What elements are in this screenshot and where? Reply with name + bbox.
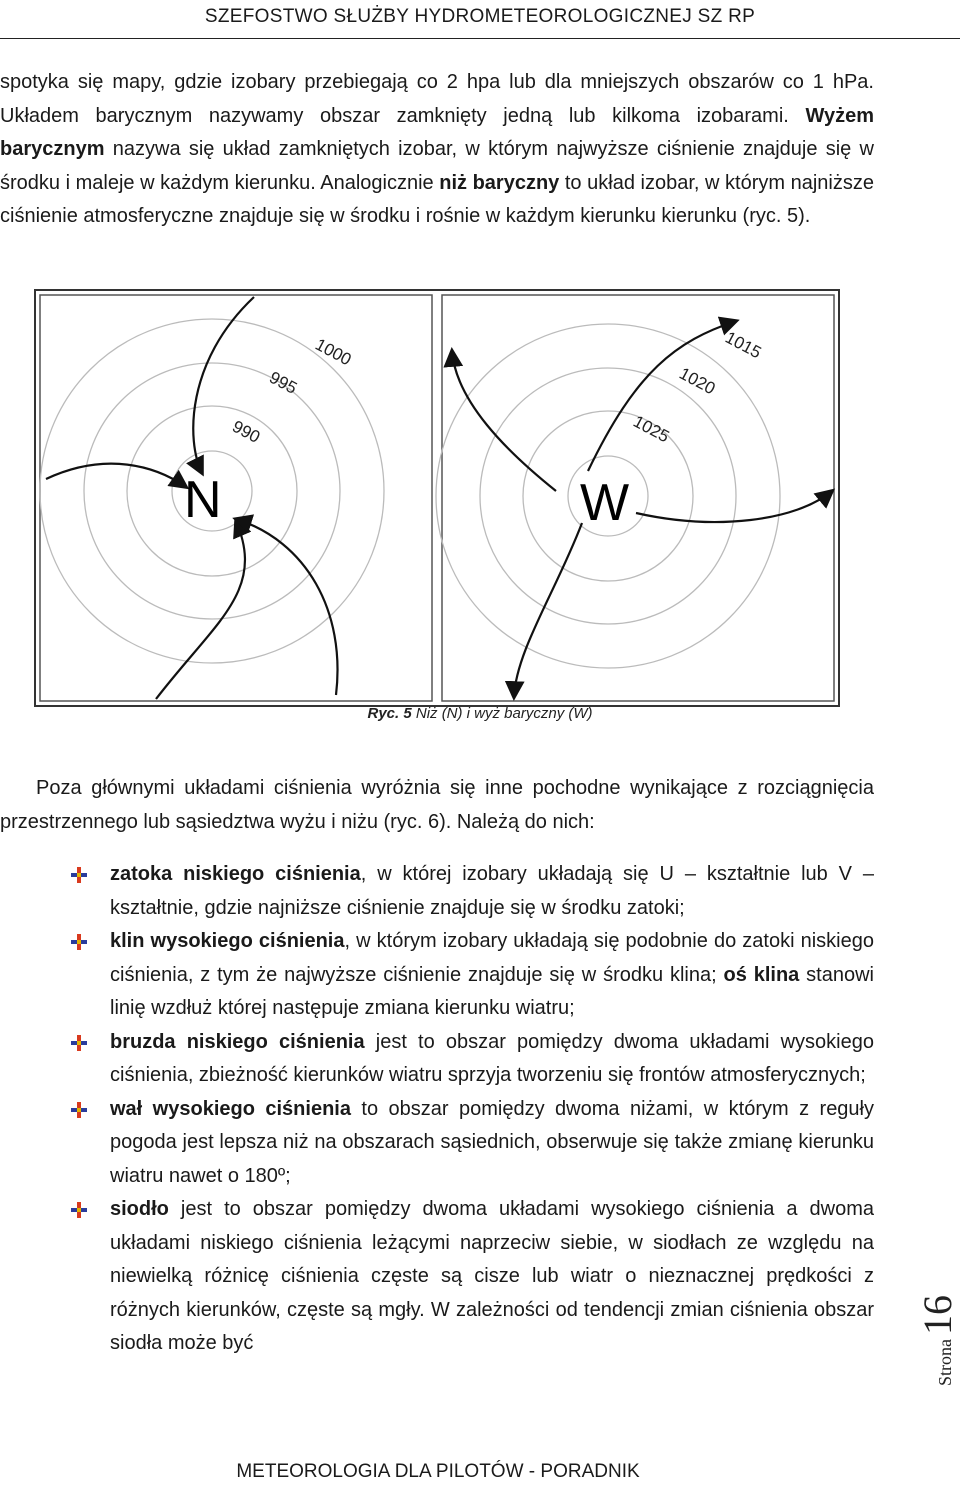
term: siodło — [110, 1198, 169, 1220]
low-pressure-letter: N — [184, 471, 222, 529]
isobar-label: 995 — [266, 367, 301, 398]
pressure-systems-figure — [34, 289, 840, 707]
caption-label: Ryc. 5 — [367, 705, 412, 722]
isobar-label: 1015 — [722, 327, 765, 363]
inflow-arrow — [236, 519, 338, 695]
paragraph-text: to układ izobar, w którym najniższe ciśnienie atmosferyczne znajduje się w środku i rośnie w każdym kierunku kierunku (ryc. 5). — [0, 171, 874, 227]
isobar-label: 1000 — [312, 334, 355, 370]
pressure-systems-diagram — [36, 291, 838, 705]
bullet-icon — [70, 1034, 88, 1052]
header-divider — [0, 38, 960, 39]
list-item — [0, 925, 874, 1026]
bullet-icon — [70, 1101, 88, 1119]
inflow-arrow — [156, 521, 245, 699]
paragraph-derived-systems — [0, 772, 874, 839]
list-item-text: , w której izobary układają się U – kształtnie lub V – kształtnie, gdzie najniższe ciśnienie znajduje się w środku zatoki; — [110, 863, 874, 919]
high-pressure-letter: W — [580, 474, 630, 532]
paragraph-intro — [0, 66, 874, 234]
term: bruzda niskiego ciśnienia — [110, 1030, 365, 1053]
page-number: 16 — [915, 1295, 960, 1335]
figure-caption — [0, 705, 960, 722]
paragraph-text: spotyka się mapy, gdzie izobary przebiegają co 2 hpa lub dla mniejszych obszarów co 1 hPa. Układem barycznym nazywamy obszar zamknięty jedną lub kilkoma izobarami. — [0, 71, 874, 127]
bullet-icon — [70, 866, 88, 884]
term-niz-baryczny: niż baryczny — [439, 171, 560, 194]
list-item — [0, 858, 874, 925]
bullet-icon — [70, 933, 88, 951]
page-number-marker — [914, 1295, 960, 1400]
outflow-arrow — [514, 523, 582, 697]
list-item-text: jest to obszar pomiędzy dwoma układami wysokiego ciśnienia, zbieżność kierunków wiatru sprzyja tworzeniu się frontów atmosferycznych; — [110, 1030, 874, 1086]
term: klin wysokiego ciśnienia — [110, 930, 345, 952]
paragraph-text: Poza głównymi układami ciśnienia wyróżnia się inne pochodne wynikające z rozciągnięcia przestrzennego lub sąsiedztwa wyżu i niżu (ryc. 6). Należą do nich: — [0, 777, 874, 833]
list-item-text: stanowi linię wzdłuż której następuje zmiana kierunku wiatru; — [110, 963, 874, 1019]
inflow-arrow — [193, 297, 254, 473]
isobar-label: 1020 — [676, 363, 719, 399]
isobar-label: 1025 — [630, 411, 673, 447]
paragraph-text: nazywa się układ zamkniętych izobar, w którym najwyższe ciśnienie znajduje się w środku i maleje w każdym kierunku. Analogicznie — [0, 138, 874, 194]
term-wyz-baryczny: Wyżem barycznym — [0, 104, 874, 160]
list-item — [0, 1193, 874, 1361]
bullet-icon — [70, 1201, 88, 1219]
list-item — [0, 1026, 874, 1093]
list-item-text: to obszar pomiędzy dwoma niżami, w którym z reguły pogoda jest lepsza niż na obszarach sąsiednich, obserwuje się także zmianę kierunku wiatru nawet o 180º; — [110, 1097, 875, 1187]
list-item-text: jest to obszar pomiędzy dwoma układami wysokiego ciśnienia a dwoma układami niskiego ciśnienia leżącymi naprzeciw siebie, w siodłach ze względu na niewielką różnicę ciśnienia częste są cisze lub wiatr o nieznacznej prędkości z różnych kierunków, częste są mgły. W zależności od tendencji zmian ciśnienia obszar siodła może być — [110, 1198, 874, 1354]
outflow-arrow — [588, 321, 736, 471]
list-item — [0, 1093, 874, 1194]
page-label: Strona — [935, 1339, 955, 1386]
page-header: SZEFOSTWO SŁUŻBY HYDROMETEOROLOGICZNEJ SZ RP — [204, 6, 756, 27]
low-pressure-panel — [40, 295, 432, 701]
pressure-features-list — [0, 858, 874, 1361]
term: zatoka niskiego ciśnienia — [110, 863, 361, 885]
caption-text: Niż (N) i wyż baryczny (W) — [411, 705, 593, 722]
page-footer: METEOROLOGIA DLA PILOTÓW - PORADNIK — [236, 1461, 640, 1482]
term: oś klina — [723, 963, 800, 986]
list-item-text: , w którym izobary układają się podobnie do zatoki niskiego ciśnienia, z tym że najwyższe ciśnienie znajduje się w środku klina; — [110, 930, 874, 986]
inflow-arrow — [46, 464, 186, 487]
term: wał wysokiego ciśnienia — [110, 1097, 351, 1120]
high-pressure-panel — [436, 295, 834, 701]
isobar-label: 990 — [229, 416, 264, 447]
